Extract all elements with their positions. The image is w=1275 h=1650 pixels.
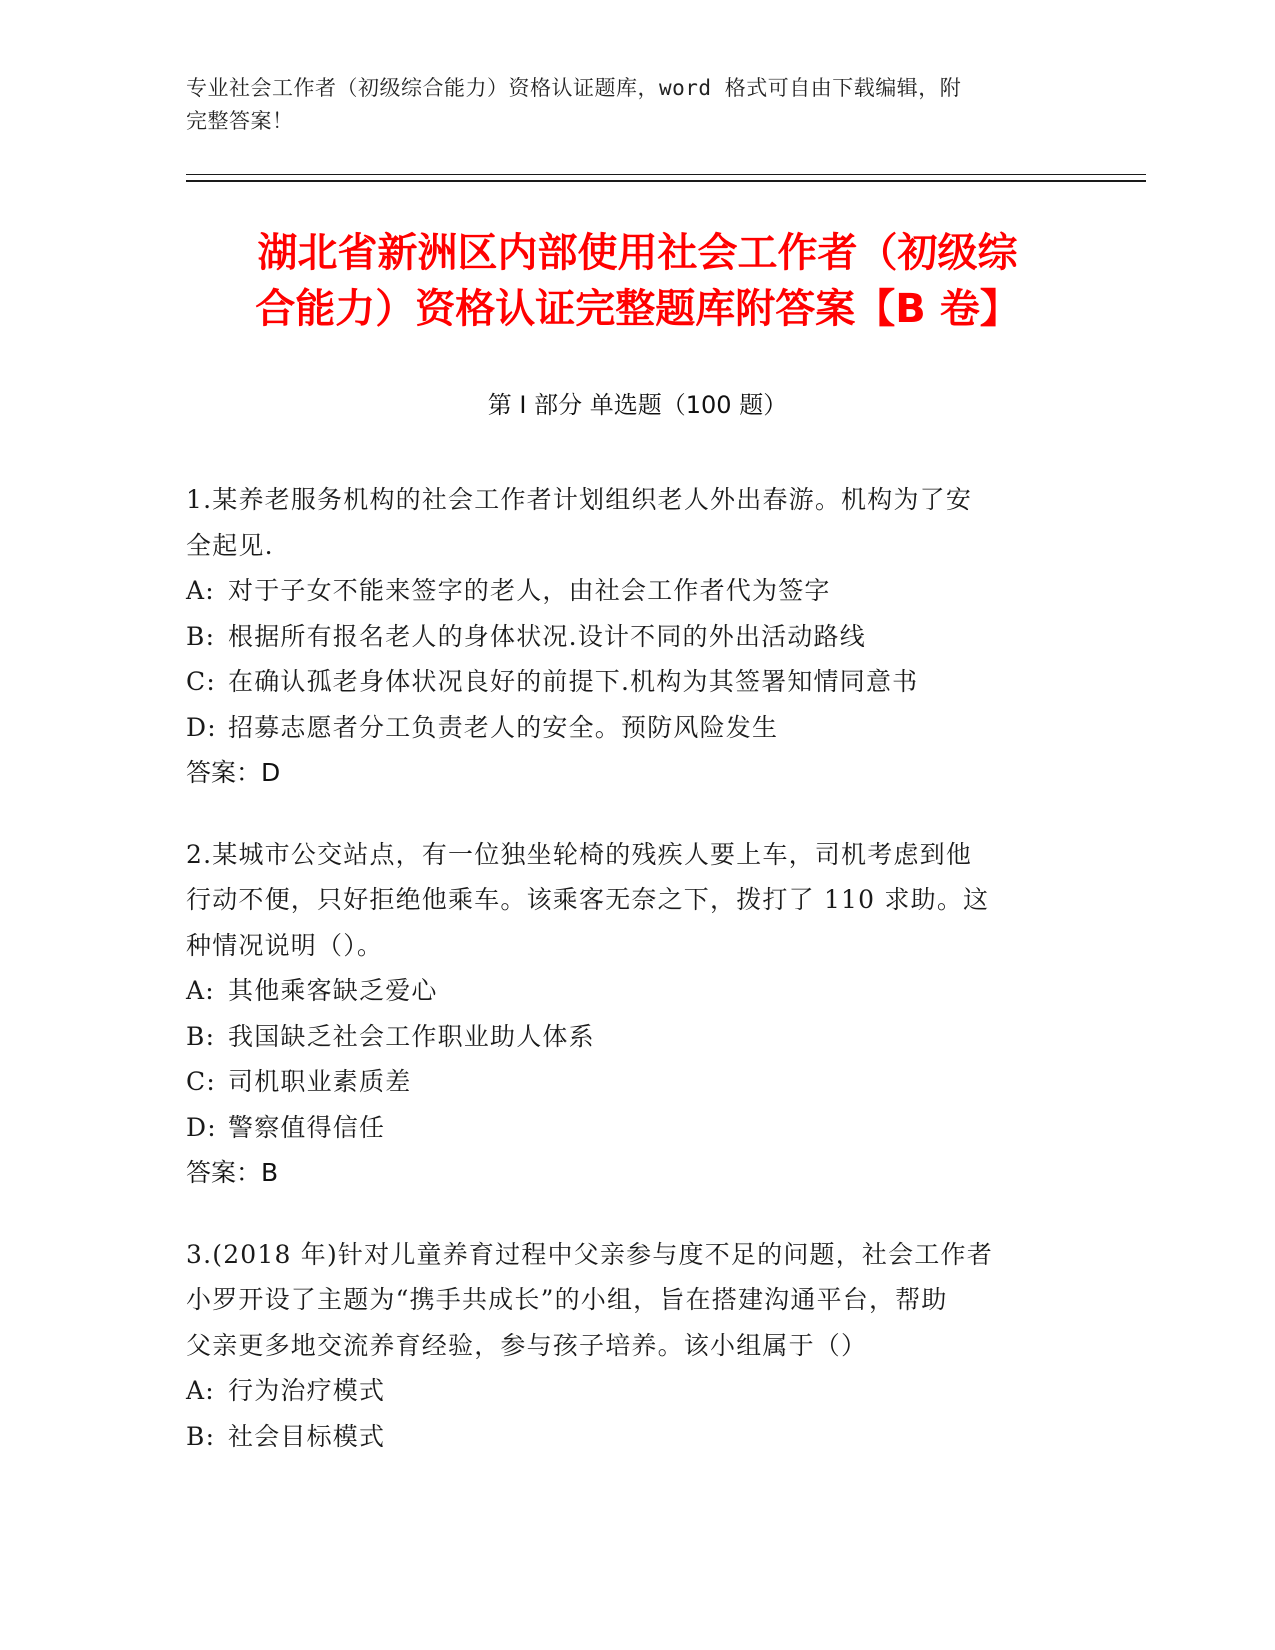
header-note-line: 专业社会工作者（初级综合能力）资格认证题库，word 格式可自由下载编辑，附 <box>186 76 962 100</box>
option-a <box>186 1368 1066 1414</box>
option-d <box>186 705 1066 751</box>
question-stem-line: 全起见. <box>186 530 274 560</box>
answer-line: 答案：D <box>186 758 281 787</box>
question-stem-line: 3.(2018 年)针对儿童养育过程中父亲参与度不足的问题，社会工作者 <box>186 1239 993 1269</box>
option-a <box>186 968 1066 1014</box>
question-stem-line: 2.某城市公交站点，有一位独坐轮椅的残疾人要上车，司机考虑到他 <box>186 839 973 869</box>
option-label: C: <box>186 667 216 696</box>
option-text: 根据所有报名老人的身体状况.设计不同的外出活动路线 <box>228 621 866 651</box>
section-title: 第 I 部分 单选题（100 题） <box>487 391 788 419</box>
document-title <box>150 225 1125 337</box>
document-title-line: 湖北省新洲区内部使用社会工作者（初级综 <box>257 230 1018 276</box>
option-text: 警察值得信任 <box>228 1112 386 1142</box>
question-1 <box>186 477 1066 796</box>
option-text: 在确认孤老身体状况良好的前提下.机构为其签署知情同意书 <box>228 667 919 696</box>
option-label: D: <box>186 1112 217 1142</box>
option-label: C: <box>186 1067 216 1096</box>
question-2 <box>186 832 1066 1196</box>
option-label: A: <box>186 976 215 1005</box>
question-stem-line: 父亲更多地交流养育经验，参与孩子培养。该小组属于（） <box>186 1330 868 1360</box>
question-stem-line: 小罗开设了主题为“携手共成长”的小组，旨在搭建沟通平台，帮助 <box>186 1285 948 1314</box>
option-label: A: <box>186 1376 215 1405</box>
header-divider-thick <box>186 180 1146 182</box>
option-label: D: <box>186 712 217 742</box>
header-note-line: 完整答案！ <box>186 109 294 133</box>
option-b <box>186 1414 1066 1460</box>
option-text: 其他乘客缺乏爱心 <box>228 976 438 1005</box>
option-label: B: <box>186 1421 216 1451</box>
answer-line: 答案：B <box>186 1158 279 1187</box>
option-d <box>186 1105 1066 1151</box>
question-stem-line: 1.某养老服务机构的社会工作者计划组织老人外出春游。机构为了安 <box>186 485 973 514</box>
option-text: 社会目标模式 <box>228 1421 386 1451</box>
question-list <box>186 477 1066 1495</box>
question-stem-line: 行动不便，只好拒绝他乘车。该乘客无奈之下，拨打了 110 求助。这 <box>186 885 990 914</box>
header-divider-thin <box>186 174 1146 175</box>
option-c <box>186 659 1066 705</box>
option-text: 我国缺乏社会工作职业助人体系 <box>228 1021 595 1051</box>
option-c <box>186 1059 1066 1105</box>
option-text: 对于子女不能来签字的老人，由社会工作者代为签字 <box>228 576 831 605</box>
option-text: 行为治疗模式 <box>228 1376 386 1405</box>
option-text: 司机职业素质差 <box>228 1067 412 1096</box>
option-a <box>186 568 1066 614</box>
option-label: B: <box>186 621 216 651</box>
document-title-line: 合能力）资格认证完整题库附答案【B 卷】 <box>255 286 1020 332</box>
question-stem-line: 种情况说明（）。 <box>186 930 384 960</box>
option-text: 招募志愿者分工负责老人的安全。预防风险发生 <box>228 712 779 742</box>
question-3 <box>186 1232 1066 1460</box>
option-b <box>186 614 1066 660</box>
header-note <box>186 72 1086 138</box>
option-label: B: <box>186 1021 216 1051</box>
option-label: A: <box>186 576 215 605</box>
option-b <box>186 1014 1066 1060</box>
